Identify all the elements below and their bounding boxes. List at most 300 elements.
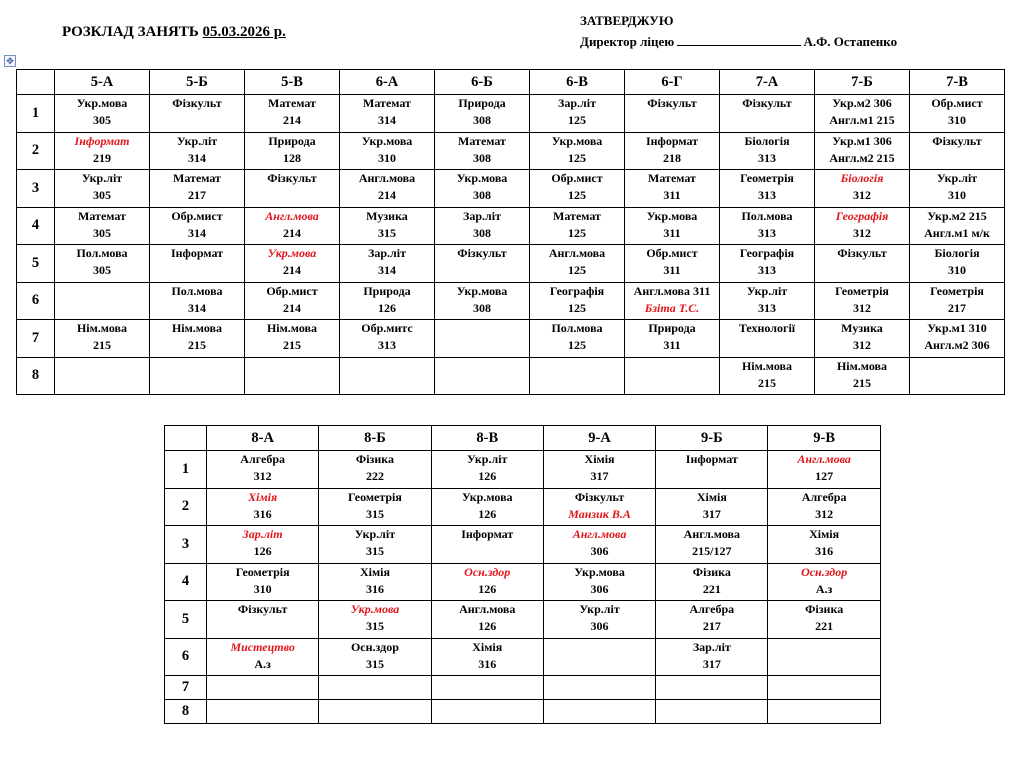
subject-name: Фізкульт <box>172 96 222 110</box>
lesson-cell <box>530 282 625 320</box>
subject-name: Біологія <box>934 246 980 260</box>
room-number: 214 <box>283 113 301 127</box>
class-header: 5-В <box>245 70 340 95</box>
room-number: 317 <box>590 469 609 483</box>
lesson-cell <box>207 676 319 700</box>
lesson-cell <box>815 170 910 208</box>
lesson-cell <box>431 601 543 639</box>
subject-name: Укр.мова <box>361 133 413 148</box>
lesson-cell <box>431 638 543 676</box>
room-number: 215 <box>283 338 301 352</box>
lesson-cell <box>543 451 655 489</box>
lesson-cell <box>55 282 150 320</box>
subject-name: Зар.літ <box>242 527 283 541</box>
lesson-cell <box>245 132 340 170</box>
lesson-cell <box>207 700 319 724</box>
class-header: 7-Б <box>815 70 910 95</box>
lesson-row <box>165 488 881 526</box>
room-number: 316 <box>253 506 272 521</box>
room-number: 221 <box>702 581 721 596</box>
subject-name: Англ.мова <box>459 602 516 616</box>
room-number: 214 <box>283 300 301 315</box>
lesson-cell <box>435 132 530 170</box>
schedule-table-primary <box>16 69 1005 395</box>
subject-name: Укр.мова <box>76 96 128 110</box>
room-number: 313 <box>378 338 396 352</box>
lesson-cell <box>543 700 655 724</box>
subject-name: Фізика <box>692 564 731 579</box>
room-number: 313 <box>758 263 776 277</box>
subject-name: Пол.мова <box>741 208 793 223</box>
table-move-handle-icon[interactable]: ✥ <box>4 55 16 67</box>
subject-name: Алгебра <box>689 602 735 616</box>
room-number: 221 <box>815 619 834 633</box>
lesson-row <box>165 563 881 601</box>
lesson-row <box>165 700 881 724</box>
lesson-cell <box>768 451 880 489</box>
lesson-number: 6 <box>17 282 55 320</box>
subject-name: Осн.здор <box>350 639 399 654</box>
class-header: 5-А <box>55 70 150 95</box>
room-number: 311 <box>663 188 681 202</box>
room-number: 308 <box>473 113 491 127</box>
subject-name: Інформат <box>461 527 514 541</box>
subject-name: Англ.мова <box>797 452 851 466</box>
title-text: РОЗКЛАД ЗАНЯТЬ <box>62 24 203 40</box>
lesson-cell <box>656 526 768 564</box>
lesson-number: 5 <box>17 245 55 283</box>
subject-name: Технології <box>738 321 796 335</box>
subject-name: Зар.літ <box>692 639 731 654</box>
approve-role: Директор ліцею <box>580 34 678 49</box>
subject-name: Хімія <box>248 489 278 504</box>
lesson-cell <box>530 170 625 208</box>
lesson-row <box>165 526 881 564</box>
lesson-cell <box>431 451 543 489</box>
lesson-row <box>17 282 1005 320</box>
room-number: 308 <box>473 300 491 315</box>
room-number: 305 <box>93 225 111 240</box>
subject-name: Математ <box>363 96 411 110</box>
lesson-cell <box>530 320 625 358</box>
schedule-table-secondary <box>164 425 881 724</box>
lesson-cell <box>530 357 625 395</box>
room-number: 126 <box>378 300 396 315</box>
lesson-number: 8 <box>165 700 207 724</box>
lesson-number: 2 <box>17 132 55 170</box>
lesson-cell <box>207 638 319 676</box>
schedule-title <box>62 24 286 41</box>
room-number: 313 <box>758 150 776 165</box>
subject-name: Фізкульт <box>837 246 887 260</box>
room-number: 310 <box>948 263 966 277</box>
approve-name: А.Ф. Остапенко <box>803 34 898 49</box>
lesson-number: 4 <box>165 563 207 601</box>
subject-name: Фізкульт <box>237 602 288 616</box>
lesson-cell <box>319 563 431 601</box>
lesson-cell <box>656 488 768 526</box>
class-header: 9-В <box>768 426 880 451</box>
lesson-cell <box>340 245 435 283</box>
subject-name: Укр.мова <box>456 171 508 185</box>
subject-name: Англ.мова <box>265 208 319 223</box>
subject-name: Нім.мова <box>741 358 793 373</box>
subject-name: Фізика <box>805 602 844 616</box>
lesson-cell <box>720 207 815 245</box>
subject-name: Укр.м2 215 <box>927 208 987 223</box>
lesson-cell <box>625 357 720 395</box>
room-number: 316 <box>815 544 834 558</box>
lesson-row <box>17 320 1005 358</box>
room-number: 214 <box>378 188 396 202</box>
lesson-cell <box>625 170 720 208</box>
subject-name: Хімія <box>472 639 503 654</box>
room-number: 306 <box>590 544 609 558</box>
subject-name: Зар.літ <box>368 246 406 260</box>
lesson-cell <box>910 170 1005 208</box>
room-number: 306 <box>590 581 609 596</box>
subject-name: Укр.м1 306 <box>832 133 892 148</box>
room-number: Англ.м1 215 <box>829 113 895 127</box>
room-number: 125 <box>568 113 586 127</box>
subject-name: Географія <box>549 283 605 298</box>
room-number: 312 <box>853 225 871 240</box>
lesson-cell <box>431 676 543 700</box>
subject-name: Обр.мист <box>646 246 698 260</box>
subject-name: Укр.мова <box>350 602 400 616</box>
signature-blank <box>677 33 801 46</box>
lesson-cell <box>55 320 150 358</box>
lesson-cell <box>245 282 340 320</box>
lesson-cell <box>431 700 543 724</box>
lesson-cell <box>910 245 1005 283</box>
lesson-cell <box>768 601 880 639</box>
approve-signature-line <box>580 31 897 52</box>
room-number: 315 <box>365 656 384 671</box>
subject-name: Фізкульт <box>457 246 507 260</box>
lesson-cell <box>656 601 768 639</box>
lesson-cell <box>720 95 815 133</box>
room-number: 126 <box>253 544 272 558</box>
subject-name: Укр.мова <box>551 133 603 148</box>
subject-name: Нім.мова <box>171 321 223 335</box>
room-number: А.з <box>254 656 271 671</box>
lesson-cell <box>625 95 720 133</box>
subject-name: Хімія <box>584 452 615 466</box>
lesson-cell <box>207 488 319 526</box>
class-header: 6-А <box>340 70 435 95</box>
subject-name: Обр.митс <box>361 321 413 335</box>
subject-name: Укр.літ <box>579 602 620 616</box>
room-number: 317 <box>702 506 721 521</box>
lesson-cell <box>768 488 880 526</box>
room-number: 126 <box>478 506 497 521</box>
room-number: 222 <box>365 469 384 483</box>
lesson-number: 4 <box>17 207 55 245</box>
room-number: 308 <box>473 150 491 165</box>
lesson-cell <box>625 282 720 320</box>
lesson-cell <box>910 95 1005 133</box>
lesson-cell <box>207 563 319 601</box>
lesson-cell <box>815 95 910 133</box>
lesson-row <box>17 357 1005 395</box>
subject-name: Укр.літ <box>81 171 123 185</box>
lesson-cell <box>543 601 655 639</box>
subject-name: Геометрія <box>740 171 794 185</box>
lesson-cell <box>435 207 530 245</box>
class-header: 7-А <box>720 70 815 95</box>
room-number: 217 <box>948 300 966 315</box>
subject-name: Хімія <box>696 489 727 504</box>
lesson-cell <box>319 676 431 700</box>
subject-name: Математ <box>553 208 601 223</box>
lesson-cell <box>625 245 720 283</box>
lesson-number: 5 <box>165 601 207 639</box>
room-number: 314 <box>188 300 206 315</box>
subject-name: Інформат <box>74 133 130 148</box>
subject-name: Алгебра <box>240 452 285 466</box>
subject-name: Укр.мова <box>461 489 513 504</box>
room-number: 312 <box>253 469 272 483</box>
subject-name: Математ <box>268 96 316 110</box>
subject-name: Природа <box>458 96 506 110</box>
lesson-number: 1 <box>165 451 207 489</box>
lesson-cell <box>543 676 655 700</box>
class-header: 6-Г <box>625 70 720 95</box>
room-number: 312 <box>853 188 871 202</box>
lesson-number: 8 <box>17 357 55 395</box>
class-header: 8-Б <box>319 426 431 451</box>
lesson-cell <box>431 526 543 564</box>
room-number: Англ.м1 м/к <box>924 225 990 240</box>
room-number: 215 <box>93 338 111 352</box>
lesson-row <box>17 245 1005 283</box>
lesson-cell <box>768 526 880 564</box>
subject-name: Укр.мова <box>646 208 698 223</box>
room-number: 315 <box>365 544 384 558</box>
subject-name: Укр.мова <box>267 246 317 260</box>
room-number: 127 <box>815 469 834 483</box>
lesson-row <box>165 451 881 489</box>
lesson-cell <box>720 245 815 283</box>
lesson-cell <box>245 357 340 395</box>
lesson-row <box>17 95 1005 133</box>
room-number: 314 <box>188 225 206 240</box>
lesson-cell <box>543 488 655 526</box>
lesson-cell <box>768 563 880 601</box>
subject-name: Осн.здор <box>464 564 511 579</box>
room-number: 315 <box>365 506 384 521</box>
lesson-cell <box>910 207 1005 245</box>
lesson-cell <box>150 320 245 358</box>
lesson-cell <box>910 357 1005 395</box>
lesson-cell <box>435 320 530 358</box>
class-header: 6-В <box>530 70 625 95</box>
subject-name: Укр.літ <box>467 452 508 466</box>
lesson-cell <box>319 700 431 724</box>
lesson-cell <box>768 638 880 676</box>
room-number: 126 <box>478 469 497 483</box>
lesson-cell <box>768 700 880 724</box>
room-number: 314 <box>188 150 206 165</box>
subject-name: Пол.мова <box>171 283 223 298</box>
room-number: 218 <box>663 150 681 165</box>
subject-name: Музика <box>841 321 883 335</box>
lesson-cell <box>207 526 319 564</box>
lesson-row <box>17 207 1005 245</box>
room-number: 314 <box>378 263 396 277</box>
room-number: 215 <box>758 375 776 390</box>
subject-name: Географія <box>739 246 795 260</box>
lesson-cell <box>720 282 815 320</box>
room-number: 125 <box>568 188 586 202</box>
room-number: 126 <box>478 619 497 633</box>
lesson-row <box>165 676 881 700</box>
lesson-cell <box>815 132 910 170</box>
lesson-cell <box>768 676 880 700</box>
subject-name: Фізкульт <box>574 489 625 504</box>
room-number: 217 <box>188 188 206 202</box>
lesson-cell <box>150 132 245 170</box>
room-number: 311 <box>663 263 681 277</box>
class-header: 7-В <box>910 70 1005 95</box>
subject-name: Природа <box>363 283 411 298</box>
lesson-cell <box>340 357 435 395</box>
lesson-cell <box>55 170 150 208</box>
subject-name: Інформат <box>645 133 699 148</box>
lesson-number: 2 <box>165 488 207 526</box>
subject-name: Укр.літ <box>746 283 788 298</box>
lesson-number: 3 <box>165 526 207 564</box>
lesson-number: 7 <box>165 676 207 700</box>
lesson-cell <box>340 282 435 320</box>
subject-name: Геометрія <box>235 564 290 579</box>
lesson-cell <box>435 245 530 283</box>
room-number: 125 <box>568 338 586 352</box>
room-number: 308 <box>473 188 491 202</box>
room-number: 215 <box>853 375 871 390</box>
lesson-row <box>17 132 1005 170</box>
lesson-cell <box>815 207 910 245</box>
subject-name: Англ.мова <box>548 246 606 260</box>
lesson-cell <box>720 357 815 395</box>
lesson-cell <box>530 245 625 283</box>
room-number: 315 <box>378 225 396 240</box>
subject-name: Зар.літ <box>558 96 596 110</box>
lesson-cell <box>656 700 768 724</box>
subject-name: Обр.мист <box>931 96 983 110</box>
subject-name: Природа <box>268 133 316 148</box>
room-number: 317 <box>702 656 721 671</box>
lesson-cell <box>910 320 1005 358</box>
subject-name: Англ.мова <box>572 527 627 541</box>
lesson-cell <box>625 132 720 170</box>
lesson-cell <box>319 638 431 676</box>
lesson-cell <box>207 601 319 639</box>
subject-name: Біологія <box>840 171 884 185</box>
lesson-cell <box>910 132 1005 170</box>
lesson-cell <box>530 207 625 245</box>
lesson-number: 1 <box>17 95 55 133</box>
room-number: 217 <box>702 619 721 633</box>
subject-name: Географія <box>835 208 889 223</box>
room-number: 313 <box>758 225 776 240</box>
room-number: 313 <box>758 188 776 202</box>
lesson-cell <box>55 95 150 133</box>
room-number: А.з <box>815 581 833 596</box>
lesson-row <box>165 601 881 639</box>
subject-name: Укр.літ <box>936 171 978 185</box>
room-number: 313 <box>758 300 776 315</box>
lesson-cell <box>625 207 720 245</box>
lesson-cell <box>245 170 340 208</box>
room-number: 310 <box>378 150 396 165</box>
room-number: 310 <box>253 581 272 596</box>
class-header: 9-А <box>543 426 655 451</box>
room-number: 311 <box>663 225 681 240</box>
subject-name: Фізкульт <box>742 96 792 110</box>
room-number: 312 <box>853 300 871 315</box>
subject-name: Математ <box>78 208 126 223</box>
subject-name: Інформат <box>685 452 738 466</box>
room-number: 125 <box>568 225 586 240</box>
lesson-number: 7 <box>17 320 55 358</box>
corner-cell <box>17 70 55 95</box>
subject-name: Біологія <box>744 133 790 148</box>
lesson-cell <box>150 95 245 133</box>
subject-name: Укр.м2 306 <box>832 96 892 110</box>
room-number: 214 <box>283 225 301 240</box>
room-number: 126 <box>478 581 497 596</box>
subject-name: Математ <box>173 171 221 185</box>
lesson-cell <box>815 320 910 358</box>
subject-name: Нім.мова <box>836 358 888 373</box>
lesson-cell <box>55 357 150 395</box>
corner-cell <box>165 426 207 451</box>
room-number: 305 <box>93 113 111 127</box>
subject-name: Пол.мова <box>76 246 128 260</box>
subject-name: Англ.мова <box>683 527 741 541</box>
subject-name: Хімія <box>359 564 390 579</box>
lesson-cell <box>340 320 435 358</box>
room-number: Англ.м2 215 <box>829 150 895 165</box>
subject-name: Геометрія <box>835 283 889 298</box>
subject-name: Математ <box>648 171 696 185</box>
lesson-cell <box>340 207 435 245</box>
subject-name: Обр.мист <box>266 283 318 298</box>
room-number: 215/127 <box>692 544 732 558</box>
room-number: 316 <box>478 656 497 671</box>
class-header: 6-Б <box>435 70 530 95</box>
lesson-cell <box>656 638 768 676</box>
lesson-cell <box>815 282 910 320</box>
subject-name: Укр.мова <box>574 564 625 579</box>
subject-name: Обр.мист <box>171 208 223 223</box>
subject-name: Фізика <box>355 452 394 466</box>
subject-name: Алгебра <box>801 489 847 504</box>
lesson-cell <box>543 563 655 601</box>
subject-name: Осн.здор <box>801 564 848 579</box>
room-number: 214 <box>283 263 301 277</box>
lesson-cell <box>431 563 543 601</box>
room-number: 312 <box>853 338 871 352</box>
lesson-cell <box>340 132 435 170</box>
class-header: 8-А <box>207 426 319 451</box>
subject-name: Нім.мова <box>76 321 128 335</box>
lesson-cell <box>435 170 530 208</box>
lesson-cell <box>150 357 245 395</box>
subject-name: Зар.літ <box>463 208 501 223</box>
